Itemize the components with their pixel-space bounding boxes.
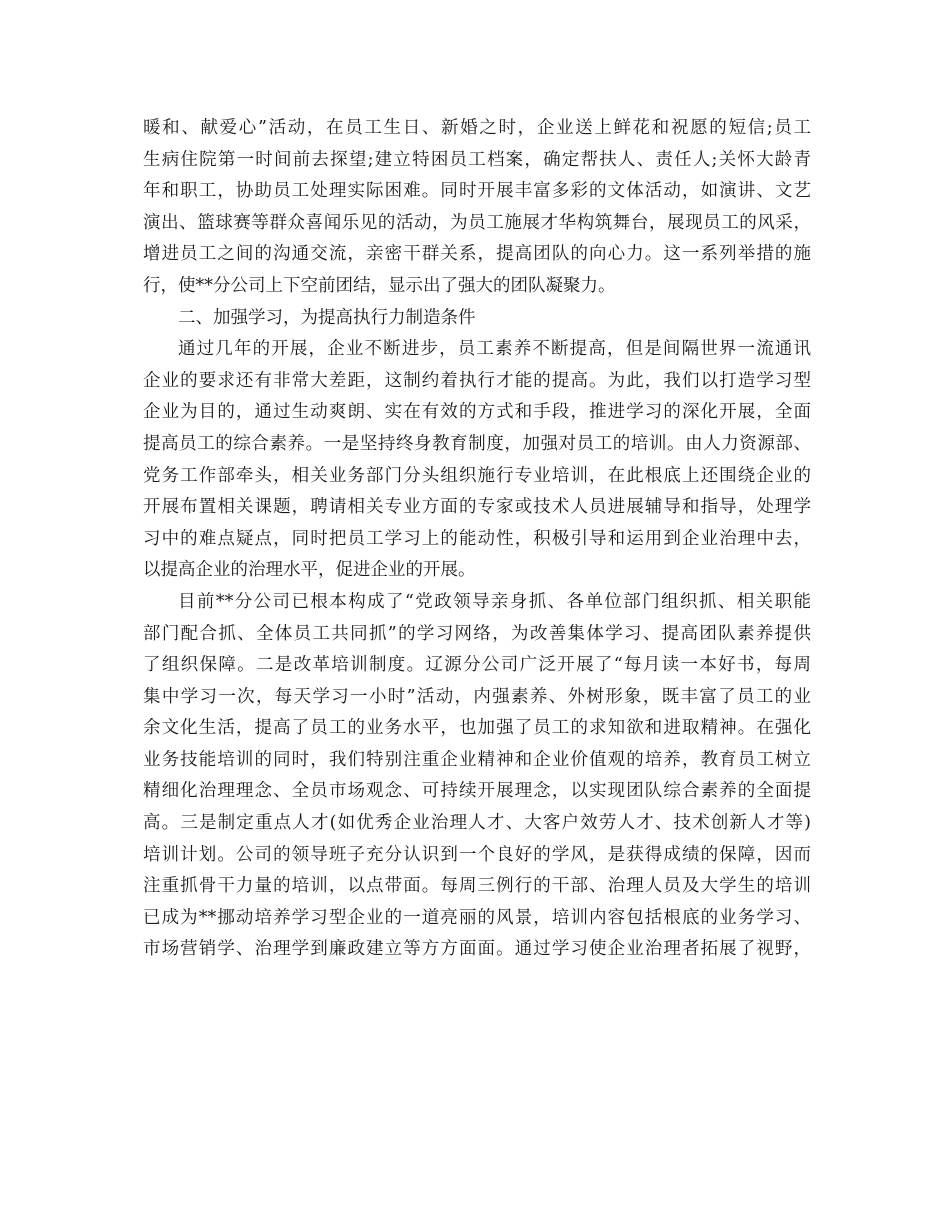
- text-line: 余文化生活，提高了员工的业务水平，也加强了员工的求知欲和进取精神。在强化: [143, 718, 811, 739]
- text-line: 年和职工，协助员工处理实际困难。同时开展丰富多彩的文体活动，如演讲、文艺: [143, 181, 811, 202]
- text-line: 目前**分公司已根本构成了“党政领导亲身抓、各单位部门组织抓、相关职能: [178, 591, 811, 612]
- text-line: 了组织保障。二是改革培训制度。辽源分公司广泛开展了“每月读一本好书，每周: [143, 655, 811, 676]
- text-line: 企业的要求还有非常大差距，这制约着执行才能的提高。为此，我们以打造学习型: [143, 370, 811, 391]
- text-line: 通过几年的开展，企业不断进步，员工素养不断提高，但是间隔世界一流通讯: [178, 339, 811, 360]
- paragraph-2: [143, 334, 811, 587]
- text-line: 高。三是制定重点人才(如优秀企业治理人才、大客户效劳人才、技术创新人才等): [143, 813, 811, 834]
- text-line: 增进员工之间的沟通交流，亲密干群关系，提高团队的向心力。这一系列举措的施: [143, 244, 811, 265]
- text-line: 生病住院第一时间前去探望;建立特困员工档案，确定帮扶人、责任人;关怀大龄青: [143, 149, 811, 170]
- text-line: 开展布置相关课题，聘请相关专业方面的专家或技术人员进展辅导和指导，处理学: [143, 497, 811, 518]
- text-line: 企业为目的，通过生动爽朗、实在有效的方式和手段，推进学习的深化开展，全面: [143, 402, 811, 423]
- text-line: 提高员工的综合素养。一是坚持终身教育制度，加强对员工的培训。由人力资源部、: [143, 433, 811, 454]
- paragraph-1: [143, 113, 811, 303]
- text-line: 精细化治理理念、全员市场观念、可持续开展理念，以实现团队综合素养的全面提: [143, 781, 811, 802]
- text-line: 党务工作部牵头，相关业务部门分头组织施行专业培训，在此根底上还围绕企业的: [143, 465, 811, 486]
- paragraph-3: [143, 587, 811, 966]
- text-line: 以提高企业的治理水平，促进企业的开展。: [143, 560, 476, 581]
- text-line: 市场营销学、治理学到廉政建立等方方面面。通过学习使企业治理者拓展了视野，: [143, 939, 811, 960]
- document-body: [143, 113, 811, 966]
- text-line: 演出、篮球赛等群众喜闻乐见的活动，为员工施展才华构筑舞台，展现员工的风采，: [143, 212, 811, 233]
- text-line: 部门配合抓、全体员工共同抓”的学习网络，为改善集体学习、提高团队素养提供: [143, 623, 811, 644]
- section-heading-text: 二、加强学习，为提高执行力制造条件: [178, 307, 476, 328]
- text-line: 已成为**挪动培养学习型企业的一道亮丽的风景，培训内容包括根底的业务学习、: [143, 907, 811, 928]
- text-line: 业务技能培训的同时，我们特别注重企业精神和企业价值观的培养，教育员工树立: [143, 749, 811, 770]
- text-line: 行，使**分公司上下空前团结，显示出了强大的团队凝聚力。: [143, 275, 616, 296]
- text-line: 注重抓骨干力量的培训，以点带面。每周三例行的干部、治理人员及大学生的培训: [143, 876, 811, 897]
- text-line: 暖和、献爱心”活动，在员工生日、新婚之时，企业送上鲜花和祝愿的短信;员工: [143, 118, 811, 138]
- section-heading: [143, 303, 811, 335]
- text-line: 习中的难点疑点，同时把员工学习上的能动性，积极引导和运用到企业治理中去，: [143, 528, 811, 549]
- text-line: 培训计划。公司的领导班子充分认识到一个良好的学风，是获得成绩的保障，因而: [143, 844, 811, 865]
- text-line: 集中学习一次，每天学习一小时”活动，内强素养、外树形象，既丰富了员工的业: [143, 686, 811, 707]
